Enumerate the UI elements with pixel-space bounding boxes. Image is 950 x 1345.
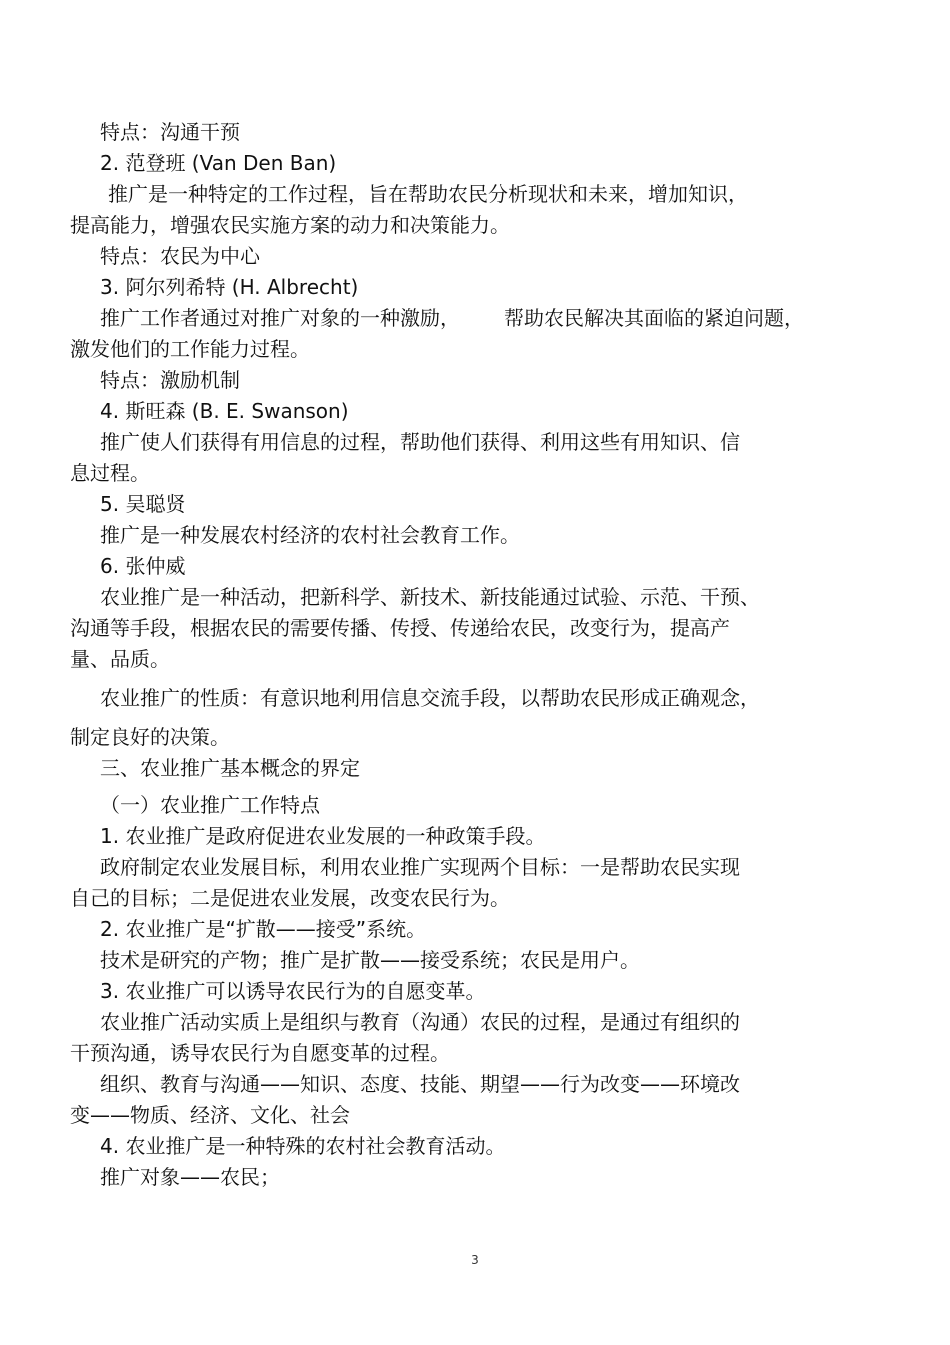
text-line: 推广使人们获得有用信息的过程，帮助他们获得、利用这些有用知识、信: [100, 430, 740, 454]
text-line: 推广对象——农民；: [100, 1165, 280, 1189]
text-line: [70, 303, 850, 334]
text-line: 政府制定农业发展目标，利用农业推广实现两个目标：一是帮助农民实现: [100, 855, 740, 879]
section-heading: 4. 斯旺森 (B. E. Swanson): [100, 399, 349, 423]
text-line: 变——物质、经济、文化、社会: [70, 1103, 350, 1127]
section-heading: 5. 吴聪贤: [100, 492, 186, 516]
text-line: 制定良好的决策。: [70, 725, 230, 749]
text-line: 农业推广的性质：有意识地利用信息交流手段，以帮助农民形成正确观念，: [100, 686, 760, 710]
text-line: 激发他们的工作能力过程。: [70, 337, 310, 361]
text-line: 干预沟通，诱导农民行为自愿变革的过程。: [70, 1041, 450, 1065]
text-line: 技术是研究的产物；推广是扩散——接受系统；农民是用户。: [100, 948, 640, 972]
text-line: 3. 农业推广可以诱导农民行为的自愿变革。: [100, 979, 486, 1003]
text-line: 特点：农民为中心: [100, 244, 260, 268]
text-line: 自己的目标；二是促进农业发展，改变农民行为。: [70, 886, 510, 910]
text-line: 推广是一种发展农村经济的农村社会教育工作。: [100, 523, 520, 547]
section-heading: 2. 范登班 (Van Den Ban): [100, 151, 337, 175]
text-segment: 推广工作者通过对推广对象的一种激励，: [100, 306, 460, 330]
text-line: 沟通等手段，根据农民的需要传播、传授、传递给农民，改变行为，提高产: [70, 616, 730, 640]
text-line: 农业推广是一种活动，把新科学、新技术、新技能通过试验、示范、干预、: [100, 585, 760, 609]
section-heading: 3. 阿尔列希特 (H. Albrecht): [100, 275, 359, 299]
section-heading: 6. 张仲威: [100, 554, 186, 578]
section-heading: 三、农业推广基本概念的界定: [100, 756, 360, 780]
text-line: 特点：沟通干预: [100, 120, 240, 144]
page-number: 3: [471, 1253, 479, 1267]
text-line: 量、品质。: [70, 647, 170, 671]
text-line: 4. 农业推广是一种特殊的农村社会教育活动。: [100, 1134, 506, 1158]
text-line: 特点：激励机制: [100, 368, 240, 392]
text-line: 农业推广活动实质上是组织与教育（沟通）农民的过程，是通过有组织的: [100, 1010, 740, 1034]
text-line: 息过程。: [70, 461, 150, 485]
text-line: 提高能力，增强农民实施方案的动力和决策能力。: [70, 213, 510, 237]
text-line: 组织、教育与沟通——知识、态度、技能、期望——行为改变——环境改: [100, 1072, 740, 1096]
text-line: 2. 农业推广是“扩散——接受”系统。: [100, 917, 427, 941]
body-text: [70, 117, 850, 1193]
text-line: 1. 农业推广是政府促进农业发展的一种政策手段。: [100, 824, 546, 848]
text-line: 推广是一种特定的工作过程，旨在帮助农民分析现状和未来，增加知识，: [108, 182, 748, 206]
subsection-heading: （一）农业推广工作特点: [100, 793, 320, 817]
text-segment: 帮助农民解决其面临的紧迫问题，: [504, 306, 804, 330]
